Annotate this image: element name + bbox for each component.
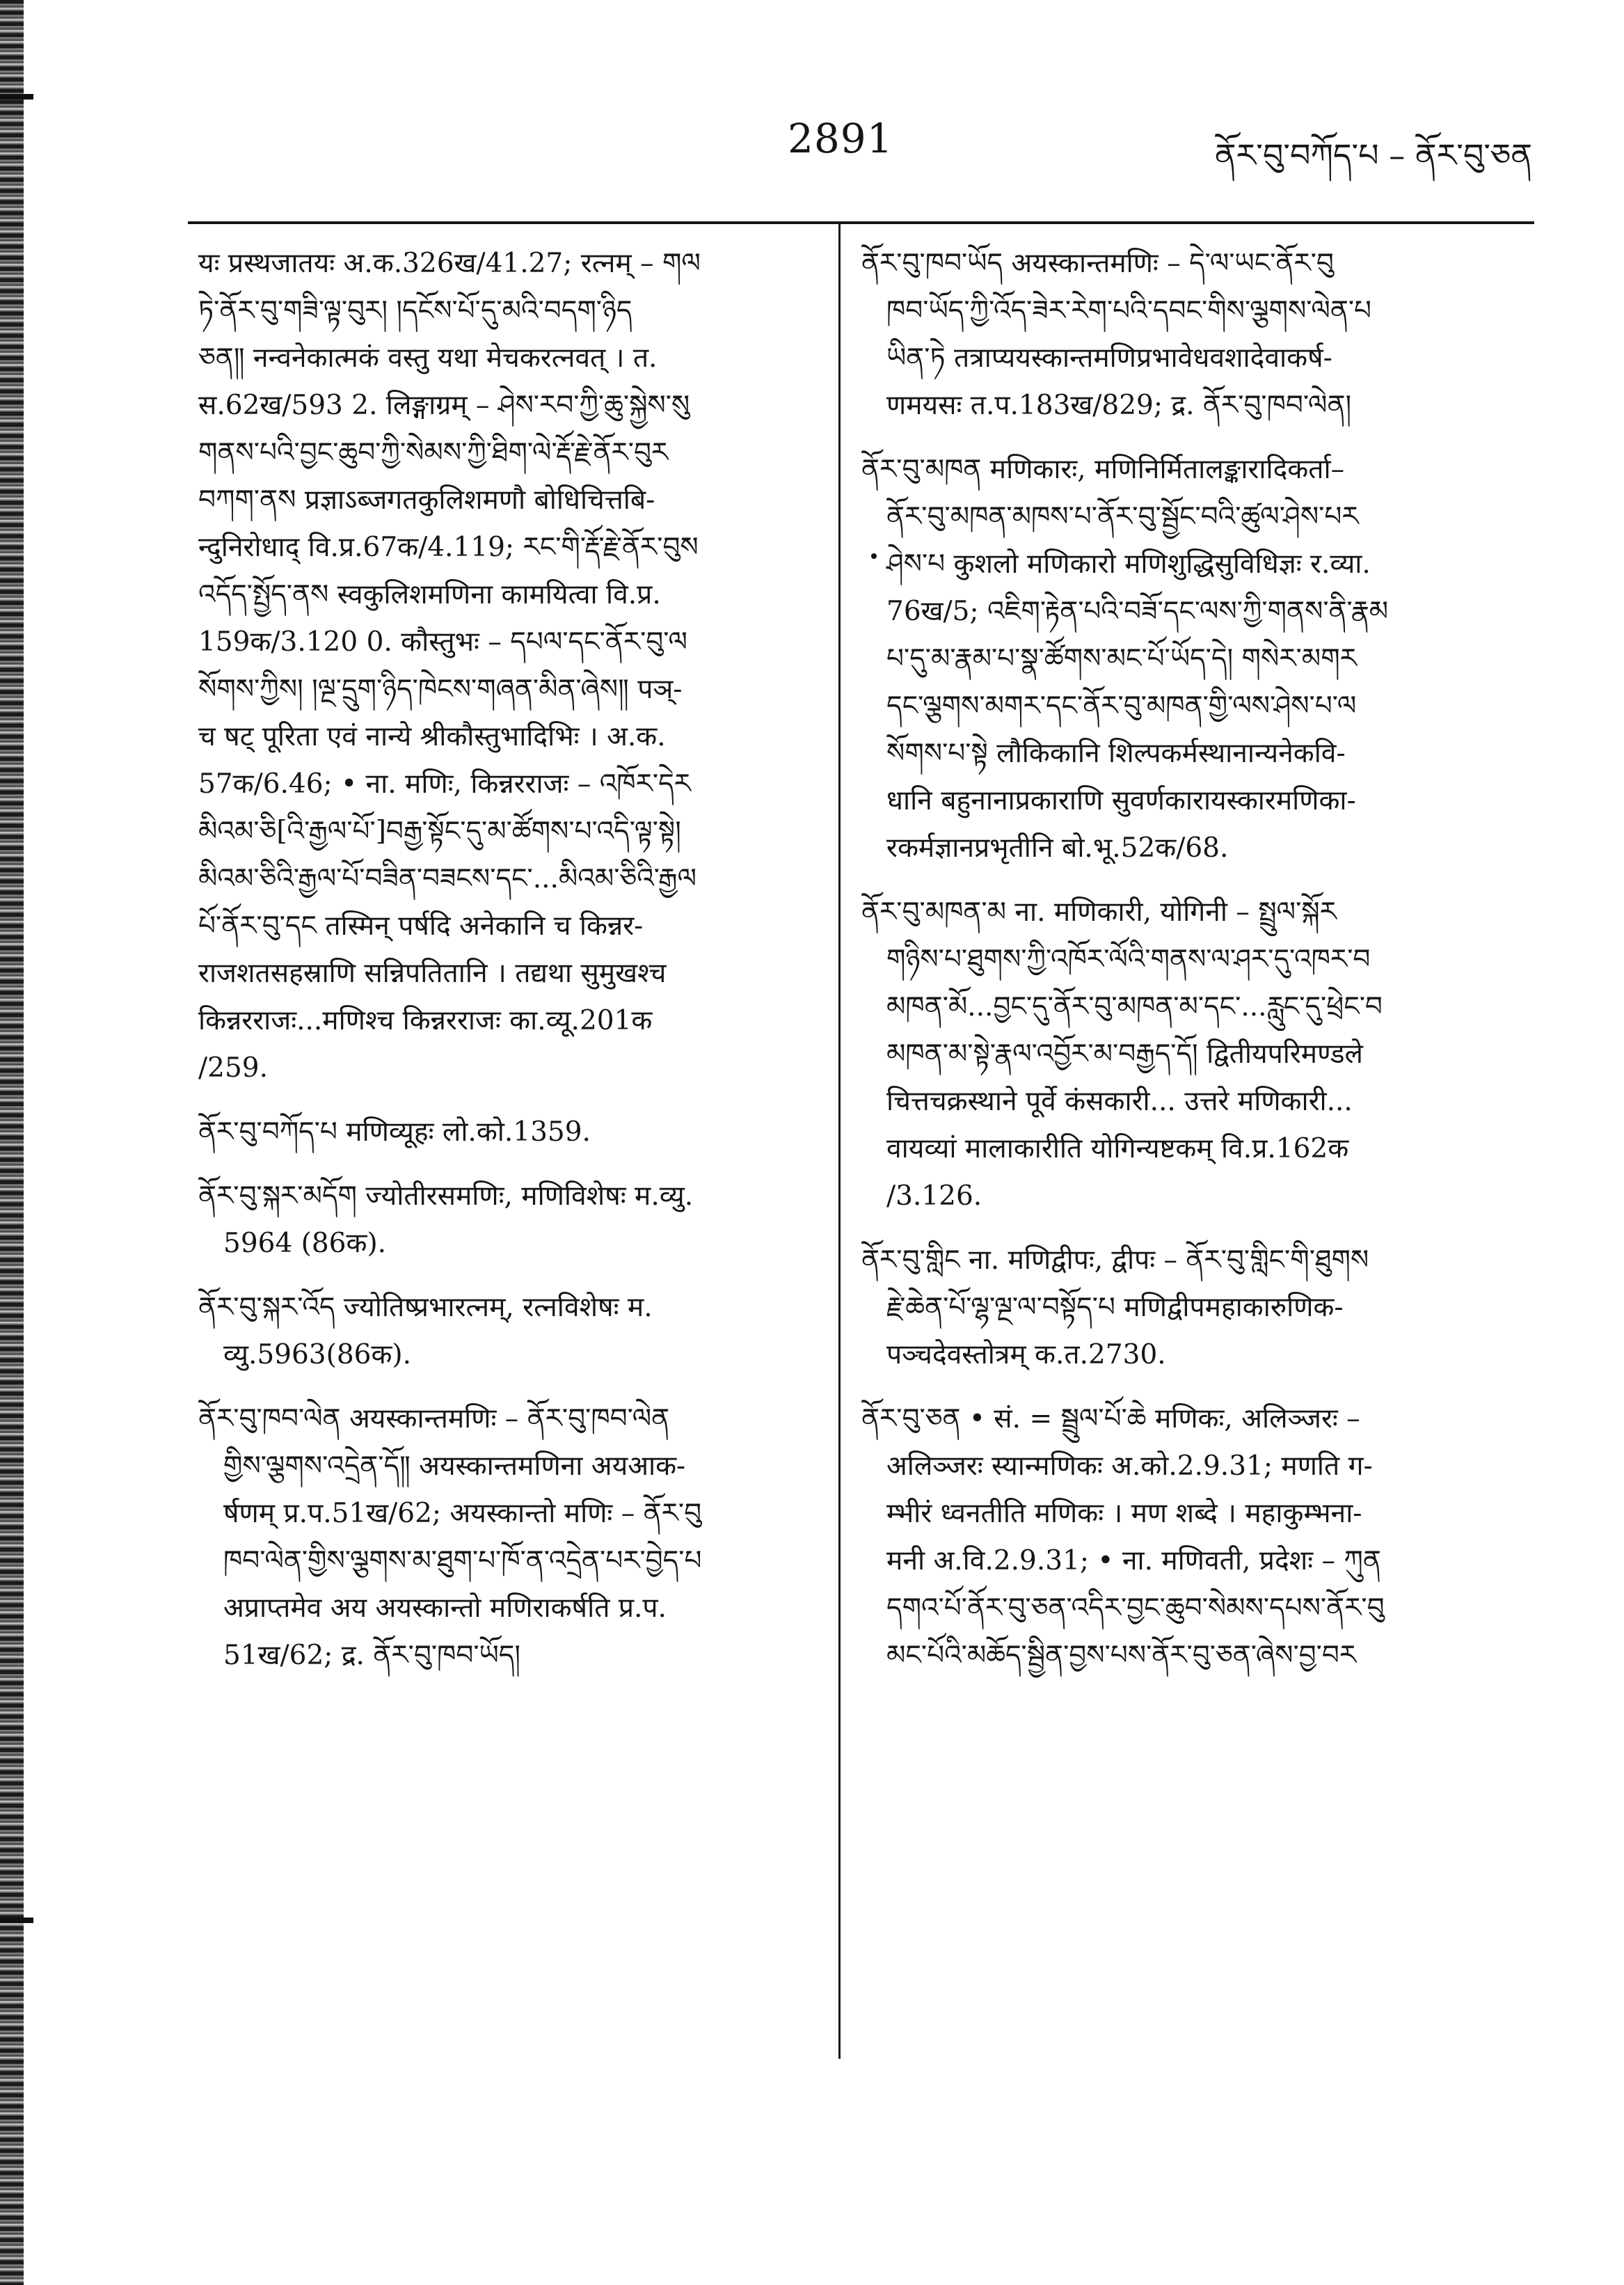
text-line: म्भीरं ध्वनतीति मणिकः । मण शब्दे । महाकुम्भना- — [886, 1498, 1362, 1529]
text-line: ནོར་བུ་ཁབ་ཡོད अयस्कान्तमणिः – དེ་ལ་ཡང་ནོར་བུ — [861, 248, 1334, 279]
text-line: པོ་ནོར་བུ་དང तस्मिन् पर्षदि अनेकानि च किन्नर- — [198, 910, 644, 942]
text-line: ཁབ་ལེན་གྱིས་ལྕགས་མ་ཐུག་པ་ཁོ་ན་འདྲེན་པར་བྱེད་པ — [223, 1545, 702, 1576]
text-line: स.62ख/593 2. लिङ्गाग्रम् – ཤེས་རབ་ཀྱི་ཆུ་སྐྱེས་སུ — [198, 390, 690, 421]
text-line: णमयसः त.प.183ख/829; द्र. ནོར་བུ་ཁབ་ལེན། — [886, 390, 1352, 421]
page-number: 2891 — [788, 115, 893, 162]
text-line: ཅན༎ नन्वनेकात्मकं वस्तु यथा मेचकरत्नवत् । त. — [198, 342, 658, 374]
text-line: སོགས་པ་སྟེ लौकिकानि शिल्पकर्मस्थानान्यनेकवि- — [886, 738, 1346, 769]
text-line: སོགས་ཀྱིས། །ལྔ་དྲུག་ཉིད་ཁེངས་གཞན་མིན་ཞེས༎ पञ्- — [198, 674, 683, 705]
text-line: གཉིས་པ་ཐུགས་ཀྱི་འཁོར་ལོའི་གནས་ལ་ཤར་དུ་འཁར་བ — [886, 944, 1371, 975]
text-line: ཁབ་ཡོད་ཀྱི་འོད་ཟེར་རེག་པའི་དབང་གིས་ལྕགས་ལེན་པ — [886, 295, 1372, 326]
text-line: ནོར་བུ་མཁན་མ ना. मणिकारी, योगिनी – སྤྲུལ་སྐོར — [861, 896, 1337, 928]
text-line: किन्नरराजः...मणिश्च किन्नरराजः का.व्यू.201क — [198, 1005, 653, 1036]
text-line: ནོར་བུ་ཅན • सं. = སྦྲུལ་པོ་ཆེ मणिकः, अलिञ्जरः – — [861, 1403, 1360, 1434]
text-line: དང་ལྕགས་མགར་དང་ནོར་བུ་མཁན་གྱི་ལས་ཤེས་པ་ལ — [886, 690, 1357, 722]
text-line: དགའ་པོ་ནོར་བུ་ཅན་འདིར་བྱང་ཆུབ་སེམས་དཔས་ནོར་བུ — [886, 1592, 1385, 1624]
text-line: र्षणम् प्र.प.51ख/62; अयस्कान्तो मणिः – ནོར་བུ — [223, 1498, 702, 1529]
text-line: वायव्यां मालाकारीति योगिन्यष्टकम् वि.प्र.162क — [886, 1133, 1349, 1164]
text-line: ཤེས་པ कुशलो मणिकारो मणिशुद्धिसुविधिज्ञः र.व्या. — [886, 548, 1371, 580]
text-line: ཏེ་ནོར་བུ་གཟི་ལྟ་བུར། །དངོས་པོ་དུ་མའི་བདག་ཉིད — [198, 295, 632, 326]
running-head: ནོར་བུ་བཀོད་པ – ནོར་བུ་ཅན — [1214, 136, 1532, 174]
page-header — [189, 115, 1532, 177]
text-line: राजशतसहस्राणि सन्निपतितानि । तद्यथा सुमुखश्च — [198, 958, 667, 989]
text-line: च षट् पूरिता एवं नान्ये श्रीकौस्तुभादिभिः । अ.क. — [198, 721, 666, 752]
column-divider — [838, 221, 841, 2059]
text-line: अप्राप्तमेव अय अयस्कान्तो मणिराकर्षति प्र.प. — [223, 1592, 667, 1624]
text-line: ནོར་བུ་ཁབ་ལེན अयस्कान्तमणिः – ནོར་བུ་ཁབ་ལེན — [198, 1403, 670, 1434]
text-line: མིའམ་ཅིའི་རྒྱལ་པོ་བཟིན་བཟངས་དང་...མིའམ་ཅིའི་རྒྱལ — [198, 863, 697, 894]
header-rule — [188, 221, 1534, 224]
text-line: ནོར་བུ་མཁན་མཁས་པ་ནོར་བུ་སྦྱོང་བའི་ཚུལ་ཤེས་པར — [886, 501, 1359, 532]
text-line: ནོར་བུ་སྐར་མདོག ज्योतीरसमणिः, मणिविशेषः म.व्यु. — [198, 1180, 694, 1212]
edge-mark — [0, 94, 33, 100]
text-line: न्दुनिरोधाद् वि.प्र.67क/4.119; རང་གི་རྡོ་རྗེ་ནོར་བུས — [198, 532, 699, 563]
text-line: པ་དུ་མ་རྣམ་པ་སྣ་ཚོགས་མང་པོ་ཡོད་དེ། གསེར་མགར — [886, 643, 1357, 674]
text-line: འདོད་སྤྱོད་ནས स्वकुलिशमणिना कामयित्वा वि.प्र. — [198, 579, 661, 610]
text-line: གནས་པའི་བྱང་ཆུབ་ཀྱི་སེམས་ཀྱི་ཐིག་ལེ་རྡོ་རྗེ་ནོར་བུར — [198, 437, 669, 468]
text-line: 57क/6.46; • ना. मणिः, किन्नरराजः – འཁོར་དེར — [198, 768, 691, 800]
text-line: ནོར་བུ་བཀོད་པ मणिव्यूहः लो.को.1359. — [198, 1116, 591, 1148]
text-line: 159क/3.120 0. कौस्तुभः – དཔལ་དང་ནོར་བུ་ལ — [198, 626, 687, 658]
edge-mark — [0, 1918, 33, 1923]
text-line: धानि बहुनानाप्रकाराणि सुवर्णकारायस्कारमणिका- — [886, 785, 1356, 816]
text-line: अलिञ्जरः स्यान्मणिकः अ.को.2.9.31; मणति ग- — [886, 1450, 1373, 1482]
text-line: མང་པོའི་མཆོད་སྦྱིན་བྱས་པས་ནོར་བུ་ཅན་ཞེས་བྱ་བར — [886, 1640, 1357, 1671]
left-column — [198, 240, 811, 1679]
text-line: व्यु.5963(86क). — [223, 1339, 412, 1370]
text-line: 5964 (86क). — [223, 1228, 387, 1259]
text-line: མཁན་མོ...བྱང་དུ་ནོར་བུ་མཁན་མ་དང་...རླུང་དུ་ཕྲེང་བ — [886, 991, 1383, 1022]
text-line: 76ख/5; འཇིག་རྟེན་པའི་བཟོ་དང་ལས་ཀྱི་གནས་ནི་རྣམ — [886, 596, 1389, 627]
text-line: /3.126. — [886, 1180, 982, 1212]
text-line: चित्तचक्रस्थाने पूर्वे कंसकारी... उत्तरे मणिकारी... — [886, 1086, 1353, 1117]
right-column — [861, 240, 1481, 1679]
text-line: ནོར་བུ་སྐར་འོད ज्योतिष्प्रभारत्नम्, रत्नविशेषः म. — [198, 1292, 653, 1323]
text-line: रकर्मज्ञानप्रभृतीनि बो.भू.52क/68. — [886, 832, 1229, 864]
text-line: यः प्रस्थजातयः अ.क.326ख/41.27; रत्नम् – གལ — [198, 248, 701, 279]
text-line: ཡིན་ཏེ तत्राप्ययस्कान्तमणिप्रभावेधवशादेवाकर्ष- — [886, 342, 1332, 374]
text-line: ནོར་བུ་གླིང ना. मणिद्वीपः, द्वीपः – ནོར་བུ་གླིང་གི་ཐུགས — [861, 1244, 1369, 1276]
text-line: ནོར་བུ་མཁན मणिकारः, मणिनिर्मितालङ्कारादिकर्ता– — [861, 454, 1345, 485]
text-line: 51ख/62; द्र. ནོར་བུ་ཁབ་ཡོད། — [223, 1640, 521, 1671]
text-line: मनी अ.वि.2.9.31; • ना. मणिवती, प्रदेशः – ཀུན — [886, 1545, 1381, 1576]
text-line: བཀག་ནས प्रज्ञाऽब्जगतकुलिशमणौ बोधिचित्तबि- — [198, 484, 655, 516]
text-line: མིའམ་ཅི[འི་རྒྱལ་པོ་]བརྒྱ་སྟོང་དུ་མ་ཚོགས་པ་འདི་ལྟ་སྟེ། — [198, 816, 681, 847]
scan-binding-edge — [0, 0, 24, 2285]
text-line: རྗེ་ཆེན་པོ་ལྷ་ལྔ་ལ་བསྟོད་པ मणिद्वीपमहाकारुणिक- — [886, 1292, 1344, 1323]
text-line: གྱིས་ལྕགས་འདྲེན་དོ༎ अयस्कान्तमणिना अयआक- — [223, 1450, 686, 1482]
text-line: पञ्चदेवस्तोत्रम् क.त.2730. — [886, 1339, 1166, 1370]
text-line: མཁན་མ་སྟེ་རྣལ་འབྱོར་མ་བརྒྱད་དོ། द्वितीयपरिमण्डले — [886, 1038, 1363, 1070]
text-line: /259. — [198, 1052, 268, 1084]
